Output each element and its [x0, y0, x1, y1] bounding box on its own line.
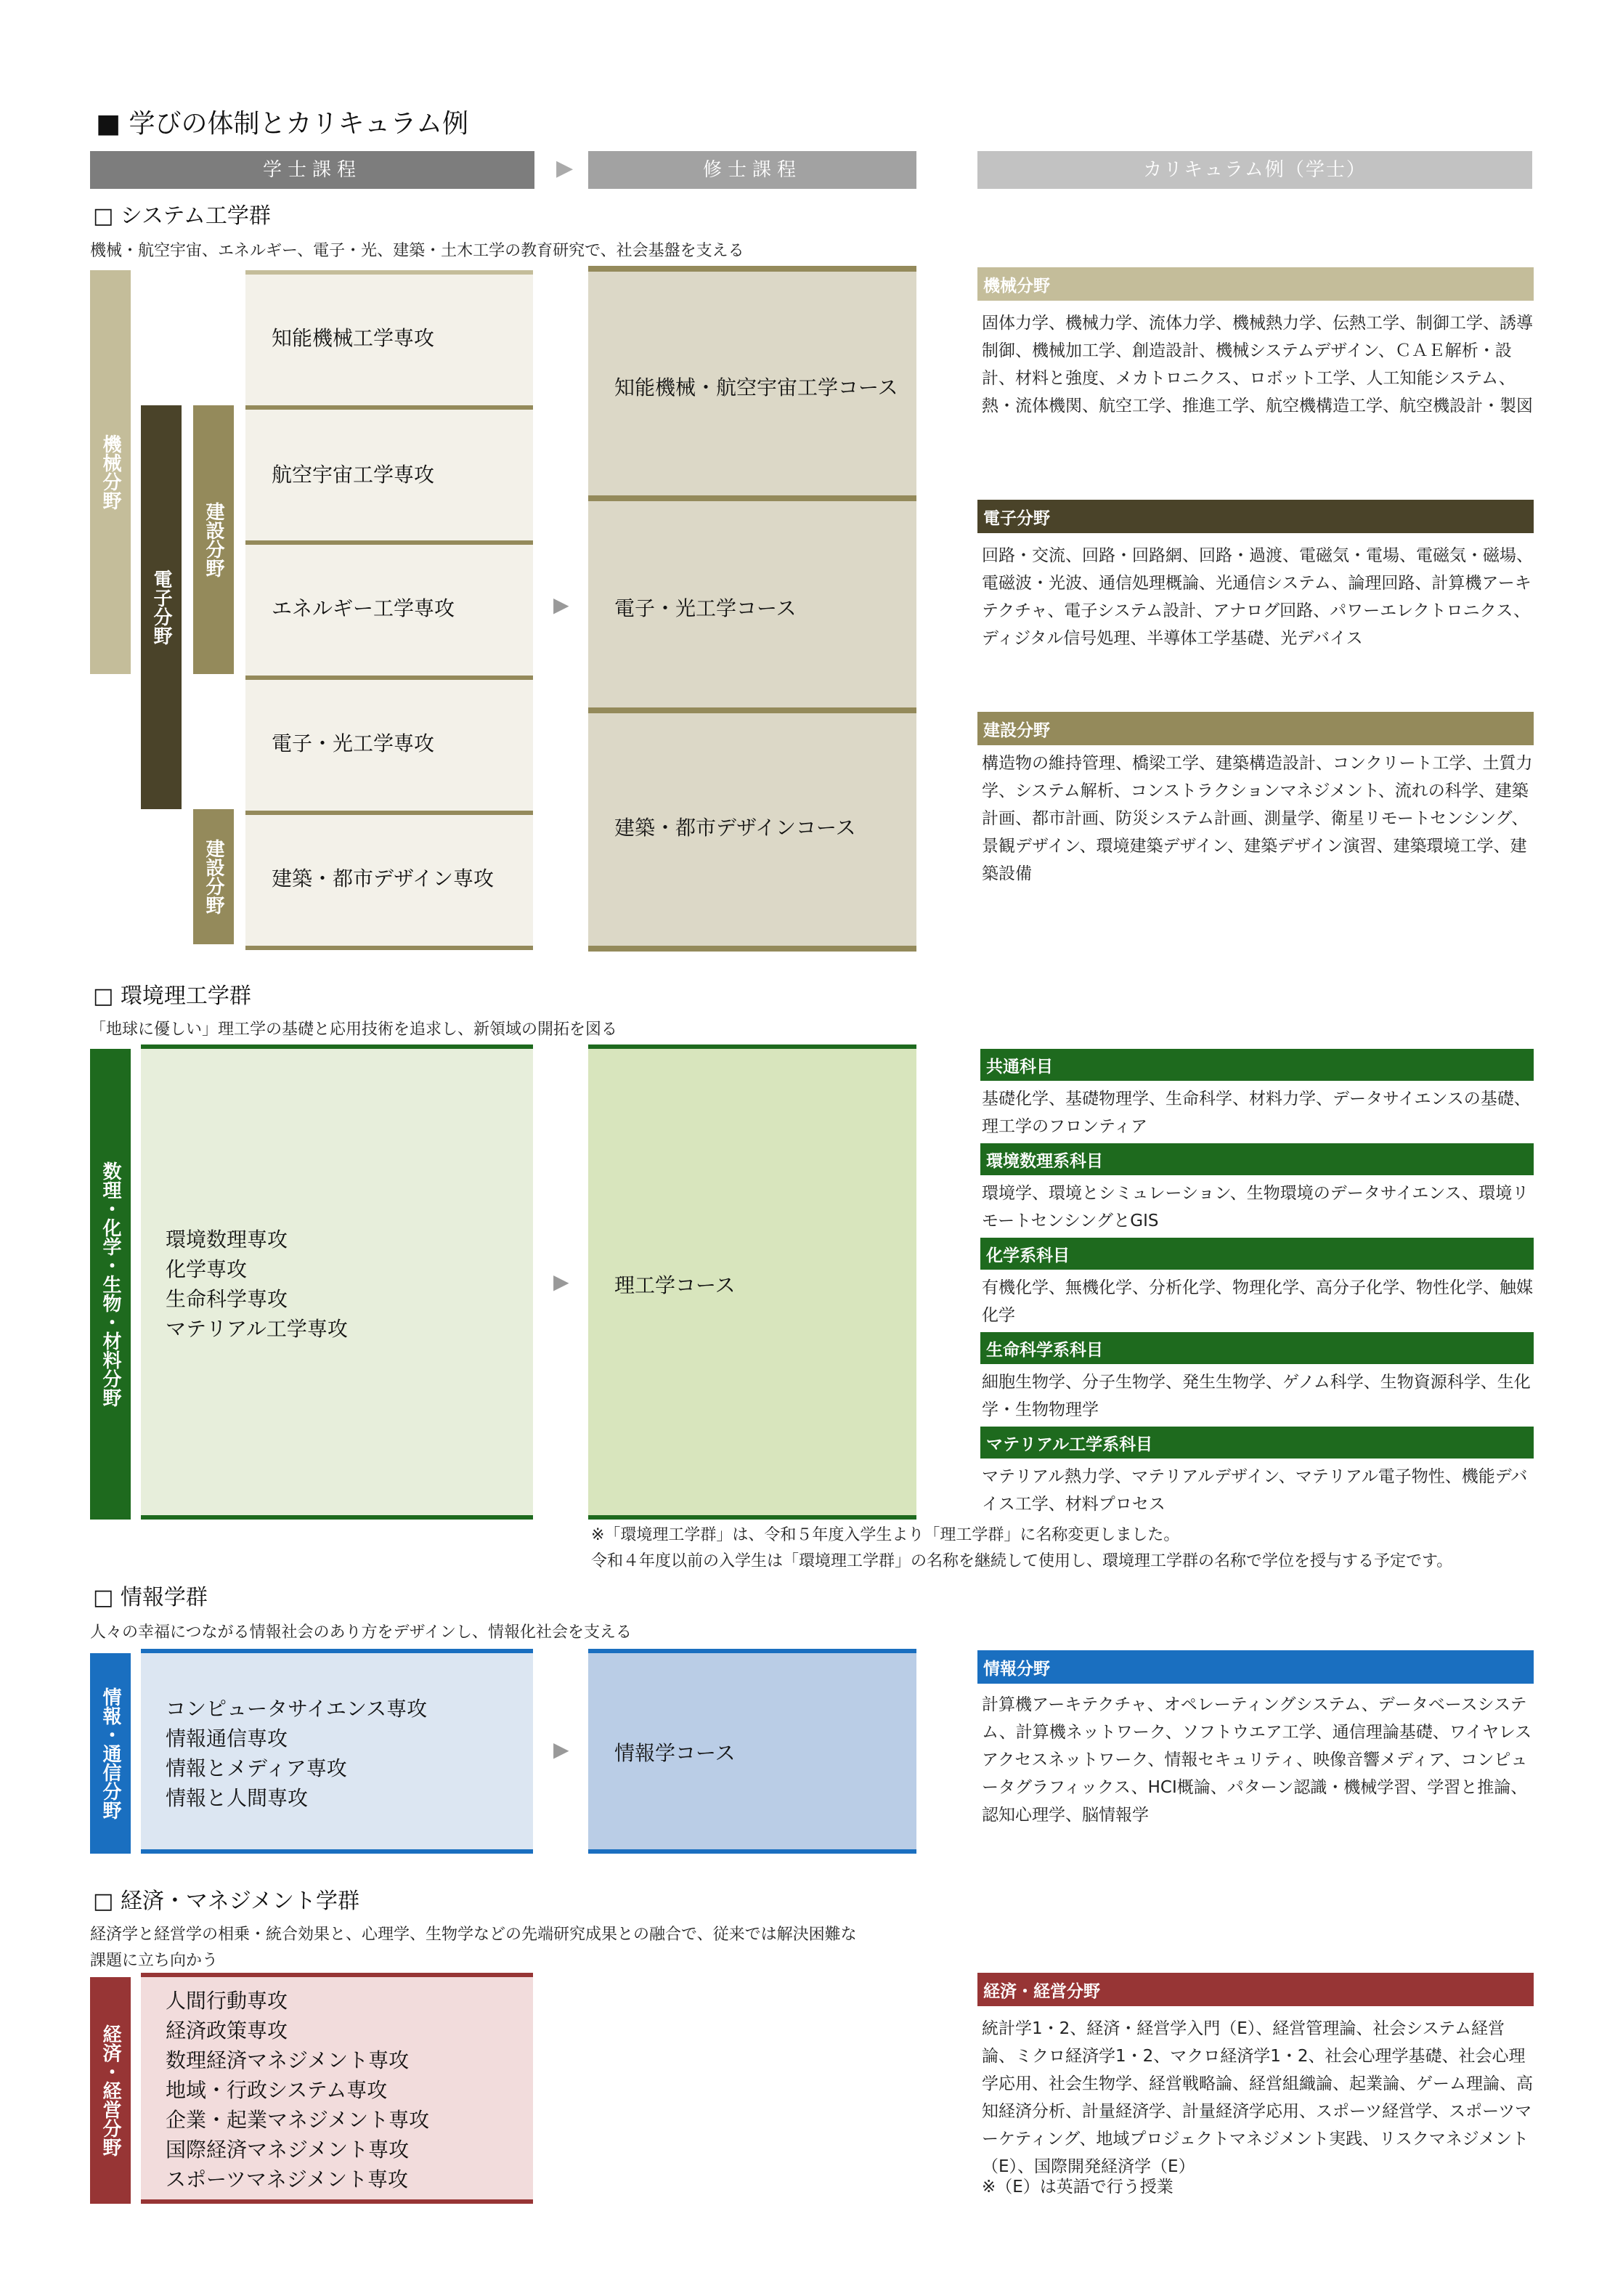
env-curriculum-1-bar	[980, 1049, 1534, 1081]
econ-section-desc-1: 経済学と経営学の相乗・統合効果と、心理学、生物学などの先端研究成果との融合で、従来では解決困難な	[90, 1926, 857, 1944]
env-field-bar	[90, 1049, 131, 1520]
econ-major-4: 地域・行政システム専攻	[166, 2078, 388, 2102]
info-curriculum-bar	[977, 1650, 1534, 1684]
econ-section-title: □ 経済・マネジメント学群	[93, 1889, 359, 1914]
system-curriculum-mech-label: 機械分野	[983, 276, 1050, 296]
system-curriculum-civil-text: 構造物の維持管理、橋梁工学、建築構造設計、コンクリート工学、土質力学、システム解析、コンストラクションマネジメント、流れの科学、建築計画、都市計画、防災システム計画、測量学、衛星リモートセンシング、景観デザイン、環境建築デザイン、建築デザイン演習、建築環境工学、建築設備	[982, 754, 1533, 883]
econ-curriculum-bar	[977, 1973, 1534, 2006]
header-bachelor: 学士課程	[90, 151, 534, 189]
econ-major-6: 国際経済マネジメント専攻	[166, 2138, 410, 2162]
env-curriculum-5-label: マテリアル工学系科目	[986, 1435, 1153, 1454]
header-curriculum: カリキュラム例（学士）	[977, 151, 1532, 189]
info-major-4: 情報と人間専攻	[166, 1786, 309, 1810]
info-curriculum-label: 情報分野	[983, 1659, 1050, 1679]
system-major-2: 航空宇宙工学専攻	[272, 463, 435, 487]
env-curriculum-3-text: 有機化学、無機化学、分析化学、物理化学、高分子化学、物性化学、触媒化学	[982, 1278, 1533, 1325]
system-course-2: 電子・光工学コース	[614, 596, 797, 620]
system-curriculum-civil-bar	[977, 712, 1534, 745]
env-major-list	[166, 1225, 348, 1344]
env-section-desc: 「地球に優しい」理工学の基礎と応用技術を追求し、新領域の開拓を図る	[90, 1021, 618, 1039]
system-major-4: 電子・光工学専攻	[272, 731, 435, 755]
system-major-5: 建築・都市デザイン専攻	[272, 867, 495, 891]
system-course-3: 建築・都市デザインコース	[614, 816, 856, 840]
field-mech-label: 機械分野	[99, 434, 121, 510]
env-curriculum-2-bar	[980, 1143, 1534, 1175]
field-mech-bar	[90, 270, 131, 674]
env-section-title: □ 環境理工学群	[93, 983, 251, 1009]
env-curriculum-4-text: 細胞生物学、分子生物学、発生生物学、ゲノム科学、生物資源科学、生化学・生物物理学	[982, 1373, 1531, 1419]
info-curriculum-text: 計算機アーキテクチャ、オペレーティングシステム、データベースシステム、計算機ネットワーク、ソフトウエア工学、通信理論基礎、ワイヤレスアクセスネットワーク、情報セキュリティ、映像音響メディア、コンピュータグラフィックス、HCI概論、パターン認識・機械学習、学習と推論、認知心理学、脳情報学	[982, 1695, 1532, 1825]
system-curriculum-mech-text: 固体力学、機械力学、流体力学、機械熱力学、伝熱工学、制御工学、誘導制御、機械加工学、創造設計、機械システムデザイン、ＣＡＥ解析・設計、材料と強度、メカトロニクス、ロボット工学、人工知能システム、熱・流体機関、航空工学、推進工学、航空機構造工学、航空機設計・製図	[982, 314, 1533, 415]
econ-major-5: 企業・起業マネジメント専攻	[166, 2108, 430, 2132]
env-curriculum-1-label: 共通科目	[986, 1057, 1053, 1076]
econ-curriculum-text: 統計学1・2、経済・経営学入門（E）、経営管理論、社会システム経営論、ミクロ経済学1・2、マクロ経済学1・2、社会心理学基礎、社会心理学応用、社会生物学、経営戦略論、経営組織論、起業論、ゲーム理論、高知経済分析、計量経済学、計量経済学応用、スポーツ経営学、スポーツマーケティング、地域プロジェクトマネジメント実践、リスクマネジメント（E）、国際開発経済学（E）	[982, 2019, 1533, 2176]
info-field-label: 情報・通信分野	[99, 1687, 121, 1820]
system-course-1: 知能機械・航空宇宙工学コース	[614, 376, 898, 399]
env-curriculum-3-label: 化学系科目	[986, 1246, 1070, 1265]
env-major-2: 化学専攻	[166, 1257, 248, 1281]
field-elec-label: 電子分野	[150, 569, 172, 645]
field-civil-bar-a	[193, 405, 234, 674]
field-civil-bar-b	[193, 809, 234, 944]
env-curriculum-2-label: 環境数理系科目	[986, 1151, 1103, 1171]
header-master: 修士課程	[588, 151, 916, 189]
econ-field-label: 経済・経営分野	[99, 2024, 121, 2157]
env-major-3: 生命科学専攻	[166, 1287, 288, 1311]
system-curriculum-elec-bar	[977, 500, 1534, 533]
info-course: 情報学コース	[614, 1741, 736, 1765]
info-major-list	[166, 1694, 427, 1813]
env-curriculum-5-text: マテリアル熱力学、マテリアルデザイン、マテリアル電子物性、機能デバイス工学、材料プロセス	[982, 1467, 1528, 1514]
field-elec-bar	[141, 405, 182, 809]
info-major-2: 情報通信専攻	[166, 1727, 288, 1751]
env-curriculum-4-bar	[980, 1332, 1534, 1364]
info-major-1: コンピュータサイエンス専攻	[166, 1697, 428, 1721]
header-arrow-icon: ▶	[556, 155, 574, 181]
env-course: 理工学コース	[614, 1273, 736, 1297]
econ-section-desc-2: 課題に立ち向かう	[90, 1952, 219, 1970]
info-field-bar	[90, 1653, 131, 1854]
field-civil-label-a: 建設分野	[203, 502, 224, 577]
econ-curriculum-note: ※（E）は英語で行う授業	[982, 2178, 1173, 2196]
system-curriculum-elec-text: 回路・交流、回路・回路網、回路・過渡、電磁気・電場、電磁気・磁場、電磁波・光波、通信処理概論、光通信システム、論理回路、計算機アーキテクチャ、電子システム設計、アナログ回路、パワーエレクトロニクス、ディジタル信号処理、半導体工学基礎、光デバイス	[982, 546, 1533, 648]
econ-major-3: 数理経済マネジメント専攻	[166, 2048, 410, 2072]
system-curriculum-mech-bar	[977, 267, 1534, 301]
econ-major-1: 人間行動専攻	[166, 1989, 288, 2013]
econ-major-2: 経済政策専攻	[166, 2019, 288, 2043]
env-curriculum-2-text: 環境学、環境とシミュレーション、生物環境のデータサイエンス、環境リモートセンシングとGIS	[982, 1184, 1529, 1230]
env-major-4: マテリアル工学専攻	[166, 1317, 348, 1341]
env-curriculum-1-text: 基礎化学、基礎物理学、生命科学、材料力学、データサイエンスの基礎、理工学のフロンティア	[982, 1090, 1531, 1136]
info-section-desc: 人々の幸福につながる情報社会のあり方をデザインし、情報化社会を支える	[90, 1623, 632, 1642]
info-section-title: □ 情報学群	[93, 1585, 208, 1610]
econ-curriculum-label: 経済・経営分野	[983, 1981, 1100, 2001]
system-major-1: 知能機械工学専攻	[272, 326, 435, 350]
env-curriculum-3-bar	[980, 1238, 1534, 1270]
env-curriculum-4-label: 生命科学系科目	[986, 1340, 1103, 1360]
env-arrow-icon: ▶	[553, 1270, 569, 1294]
econ-major-list	[166, 1986, 429, 2194]
info-arrow-icon: ▶	[553, 1737, 569, 1761]
env-major-1: 環境数理専攻	[166, 1228, 288, 1252]
page-title: ■ 学びの体制とカリキュラム例	[96, 109, 469, 139]
system-section-desc: 機械・航空宇宙、エネルギー、電子・光、建築・土木工学の教育研究で、社会基盤を支える	[90, 242, 744, 260]
info-major-3: 情報とメディア専攻	[166, 1756, 347, 1780]
system-arrow-icon: ▶	[553, 593, 569, 617]
env-field-label: 数理・化学・生物・材料分野	[99, 1161, 121, 1407]
system-curriculum-civil-label: 建設分野	[983, 721, 1050, 740]
econ-major-7: スポーツマネジメント専攻	[166, 2167, 409, 2191]
system-curriculum-elec-label: 電子分野	[983, 508, 1050, 528]
env-curriculum-5-bar	[980, 1427, 1534, 1459]
env-note-2: 令和４年度以前の入学生は「環境理工学群」の名称を継続して使用し、環境理工学群の名称で学位を授与する予定です。	[591, 1552, 1453, 1570]
field-civil-label-b: 建設分野	[203, 839, 224, 914]
econ-field-bar	[90, 1977, 131, 2204]
env-note-1: ※「環境理工学群」は、令和５年度入学生より「理工学群」に名称変更しました。	[591, 1526, 1180, 1544]
system-major-3: エネルギー工学専攻	[272, 596, 455, 620]
system-section-title: □ システム工学群	[93, 203, 271, 229]
